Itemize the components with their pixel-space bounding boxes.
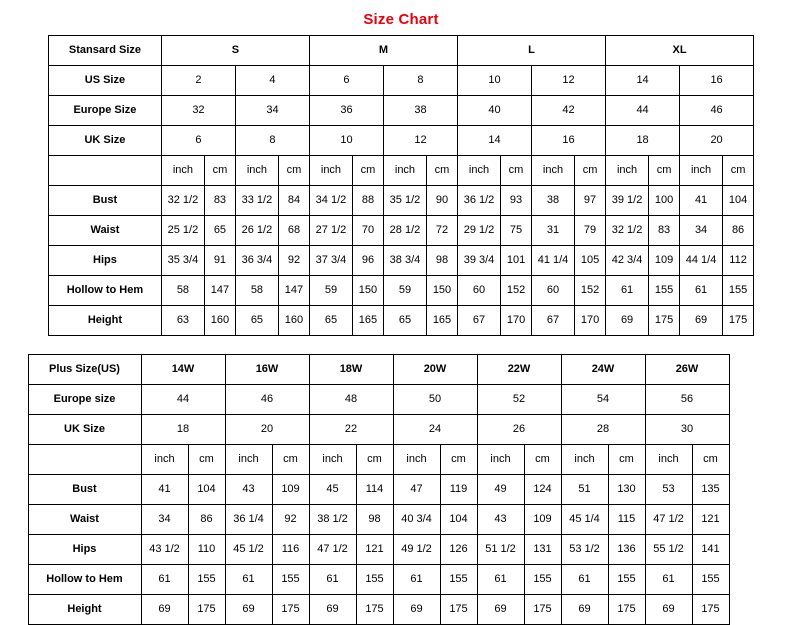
measure-cell: 67 — [458, 306, 501, 336]
measure-cell: 61 — [393, 565, 440, 595]
size-group-14w: 14W — [141, 355, 225, 385]
measure-cell: 175 — [272, 595, 309, 625]
measure-cell: 104 — [440, 505, 477, 535]
unit-cell: inch — [161, 156, 204, 186]
measure-cell: 39 3/4 — [458, 246, 501, 276]
measure-cell: 55 1/2 — [645, 535, 692, 565]
measure-cell: 58 — [235, 276, 278, 306]
measure-cell: 60 — [532, 276, 575, 306]
us-size-value: 2 — [161, 66, 235, 96]
measure-cell: 155 — [649, 276, 680, 306]
measure-cell: 39 1/2 — [606, 186, 649, 216]
uk-size-value: 26 — [477, 415, 561, 445]
measure-cell: 65 — [309, 306, 352, 336]
measure-cell: 116 — [272, 535, 309, 565]
europe-size-value: 50 — [393, 385, 477, 415]
europe-size-value: 46 — [680, 96, 754, 126]
row-label-waist: Waist — [48, 216, 161, 246]
measure-cell: 49 1/2 — [393, 535, 440, 565]
measure-cell: 58 — [161, 276, 204, 306]
us-size-value: 6 — [309, 66, 383, 96]
row-label-hips: Hips — [48, 246, 161, 276]
measure-cell: 175 — [608, 595, 645, 625]
units-row-blank-cell — [48, 156, 161, 186]
unit-cell: inch — [606, 156, 649, 186]
measure-cell: 92 — [278, 246, 309, 276]
table-row-uk-size — [28, 415, 774, 445]
measure-cell: 147 — [278, 276, 309, 306]
measure-cell: 104 — [188, 475, 225, 505]
measure-cell: 83 — [649, 216, 680, 246]
measure-cell: 150 — [352, 276, 383, 306]
unit-cell: cm — [501, 156, 532, 186]
measure-cell: 150 — [426, 276, 457, 306]
row-filler-cell — [729, 565, 774, 595]
us-size-value: 12 — [532, 66, 606, 96]
table-row-bust — [28, 475, 774, 505]
measure-cell: 31 — [532, 216, 575, 246]
measure-cell: 155 — [272, 565, 309, 595]
measure-cell: 69 — [477, 595, 524, 625]
measure-cell: 175 — [692, 595, 729, 625]
measure-cell: 141 — [692, 535, 729, 565]
uk-size-value: 30 — [645, 415, 729, 445]
measure-cell: 26 1/2 — [235, 216, 278, 246]
us-size-value: 10 — [458, 66, 532, 96]
measure-cell: 69 — [141, 595, 188, 625]
row-label-hollow-to-hem: Hollow to Hem — [48, 276, 161, 306]
table-gap-spacer — [0, 336, 802, 354]
row-filler-cell — [729, 385, 774, 415]
measure-cell: 98 — [426, 246, 457, 276]
measure-cell: 109 — [524, 505, 561, 535]
uk-size-value: 28 — [561, 415, 645, 445]
measure-cell: 40 3/4 — [393, 505, 440, 535]
measure-cell: 35 3/4 — [161, 246, 204, 276]
measure-cell: 61 — [477, 565, 524, 595]
measure-cell: 35 1/2 — [383, 186, 426, 216]
measure-cell: 135 — [692, 475, 729, 505]
size-group-22w: 22W — [477, 355, 561, 385]
measure-cell: 68 — [278, 216, 309, 246]
row-label-europe-size: Europe size — [28, 385, 141, 415]
measure-cell: 32 1/2 — [161, 186, 204, 216]
measure-cell: 69 — [645, 595, 692, 625]
size-group-s: S — [161, 36, 309, 66]
size-group-xl: XL — [606, 36, 754, 66]
measure-cell: 72 — [426, 216, 457, 246]
table-row-height — [28, 595, 774, 625]
europe-size-value: 34 — [235, 96, 309, 126]
measure-cell: 170 — [501, 306, 532, 336]
row-label-europe-size: Europe Size — [48, 96, 161, 126]
measure-cell: 69 — [680, 306, 723, 336]
row-label-hollow-to-hem: Hollow to Hem — [28, 565, 141, 595]
measure-cell: 69 — [561, 595, 608, 625]
measure-cell: 91 — [204, 246, 235, 276]
measure-cell: 65 — [235, 306, 278, 336]
table-row-hollow-to-hem — [28, 565, 774, 595]
europe-size-value: 48 — [309, 385, 393, 415]
unit-cell: inch — [309, 445, 356, 475]
measure-cell: 136 — [608, 535, 645, 565]
us-size-value: 4 — [235, 66, 309, 96]
row-label-uk-size: UK Size — [48, 126, 161, 156]
size-group-l: L — [458, 36, 606, 66]
measure-cell: 155 — [723, 276, 754, 306]
measure-cell: 28 1/2 — [383, 216, 426, 246]
table-row-bust — [48, 186, 753, 216]
measure-cell: 112 — [723, 246, 754, 276]
row-label-height: Height — [28, 595, 141, 625]
measure-cell: 155 — [608, 565, 645, 595]
table-row-header — [28, 355, 774, 385]
measure-cell: 105 — [575, 246, 606, 276]
unit-cell: inch — [309, 156, 352, 186]
measure-cell: 34 — [141, 505, 188, 535]
measure-cell: 121 — [356, 535, 393, 565]
uk-size-value: 20 — [680, 126, 754, 156]
measure-cell: 70 — [352, 216, 383, 246]
measure-cell: 36 1/4 — [225, 505, 272, 535]
uk-size-value: 12 — [383, 126, 457, 156]
measure-cell: 29 1/2 — [458, 216, 501, 246]
unit-cell: inch — [532, 156, 575, 186]
table-row-hips — [48, 246, 753, 276]
measure-cell: 175 — [356, 595, 393, 625]
measure-cell: 175 — [723, 306, 754, 336]
measure-cell: 84 — [278, 186, 309, 216]
measure-cell: 34 1/2 — [309, 186, 352, 216]
measure-cell: 36 3/4 — [235, 246, 278, 276]
unit-cell: cm — [204, 156, 235, 186]
measure-cell: 41 — [680, 186, 723, 216]
table-row-units — [28, 445, 774, 475]
measure-cell: 61 — [561, 565, 608, 595]
measure-cell: 32 1/2 — [606, 216, 649, 246]
unit-cell: cm — [608, 445, 645, 475]
table-row-units — [48, 156, 753, 186]
measure-cell: 96 — [352, 246, 383, 276]
row-label-height: Height — [48, 306, 161, 336]
measure-cell: 165 — [352, 306, 383, 336]
uk-size-value: 18 — [606, 126, 680, 156]
measure-cell: 131 — [524, 535, 561, 565]
measure-cell: 36 1/2 — [458, 186, 501, 216]
measure-cell: 69 — [393, 595, 440, 625]
unit-cell: cm — [440, 445, 477, 475]
measure-cell: 175 — [649, 306, 680, 336]
measure-cell: 88 — [352, 186, 383, 216]
measure-cell: 155 — [692, 565, 729, 595]
table-row-europe-size — [48, 96, 753, 126]
uk-size-value: 6 — [161, 126, 235, 156]
row-label-uk-size: UK Size — [28, 415, 141, 445]
measure-cell: 51 1/2 — [477, 535, 524, 565]
measure-cell: 104 — [723, 186, 754, 216]
measure-cell: 86 — [188, 505, 225, 535]
row-filler-cell — [729, 505, 774, 535]
measure-cell: 90 — [426, 186, 457, 216]
table-row-europe-size — [28, 385, 774, 415]
measure-cell: 109 — [649, 246, 680, 276]
unit-cell: cm — [356, 445, 393, 475]
unit-cell: inch — [383, 156, 426, 186]
measure-cell: 92 — [272, 505, 309, 535]
table-row-waist — [28, 505, 774, 535]
table-row-hollow-to-hem — [48, 276, 753, 306]
measure-cell: 47 1/2 — [645, 505, 692, 535]
size-group-18w: 18W — [309, 355, 393, 385]
measure-cell: 45 1/2 — [225, 535, 272, 565]
measure-cell: 93 — [501, 186, 532, 216]
measure-cell: 47 1/2 — [309, 535, 356, 565]
unit-cell: cm — [188, 445, 225, 475]
uk-size-value: 14 — [458, 126, 532, 156]
unit-cell: inch — [393, 445, 440, 475]
unit-cell: cm — [352, 156, 383, 186]
uk-size-value: 16 — [532, 126, 606, 156]
size-group-24w: 24W — [561, 355, 645, 385]
row-filler-cell — [729, 595, 774, 625]
table-row-waist — [48, 216, 753, 246]
measure-cell: 115 — [608, 505, 645, 535]
unit-cell: cm — [278, 156, 309, 186]
measure-cell: 53 — [645, 475, 692, 505]
unit-cell: cm — [692, 445, 729, 475]
measure-cell: 45 1/4 — [561, 505, 608, 535]
row-label-bust: Bust — [48, 186, 161, 216]
us-size-value: 8 — [383, 66, 457, 96]
row-filler-cell — [729, 415, 774, 445]
measure-cell: 61 — [225, 565, 272, 595]
europe-size-value: 38 — [383, 96, 457, 126]
measure-cell: 155 — [440, 565, 477, 595]
measure-cell: 59 — [309, 276, 352, 306]
unit-cell: cm — [649, 156, 680, 186]
standard-size-corner-label: Stansard Size — [48, 36, 161, 66]
measure-cell: 86 — [723, 216, 754, 246]
unit-cell: cm — [426, 156, 457, 186]
unit-cell: inch — [141, 445, 188, 475]
row-label-hips: Hips — [28, 535, 141, 565]
size-group-26w: 26W — [645, 355, 729, 385]
unit-cell: inch — [225, 445, 272, 475]
measure-cell: 61 — [680, 276, 723, 306]
measure-cell: 69 — [225, 595, 272, 625]
measure-cell: 175 — [524, 595, 561, 625]
measure-cell: 126 — [440, 535, 477, 565]
uk-size-value: 24 — [393, 415, 477, 445]
header-filler-cell — [729, 355, 774, 385]
measure-cell: 65 — [204, 216, 235, 246]
measure-cell: 37 3/4 — [309, 246, 352, 276]
row-filler-cell — [729, 475, 774, 505]
europe-size-value: 44 — [141, 385, 225, 415]
measure-cell: 38 1/2 — [309, 505, 356, 535]
measure-cell: 155 — [524, 565, 561, 595]
row-filler-cell — [729, 445, 774, 475]
measure-cell: 170 — [575, 306, 606, 336]
measure-cell: 83 — [204, 186, 235, 216]
plus-size-corner-label: Plus Size(US) — [28, 355, 141, 385]
size-group-20w: 20W — [393, 355, 477, 385]
table-row-us-size — [48, 66, 753, 96]
europe-size-value: 56 — [645, 385, 729, 415]
unit-cell: cm — [272, 445, 309, 475]
measure-cell: 100 — [649, 186, 680, 216]
measure-cell: 121 — [692, 505, 729, 535]
measure-cell: 69 — [309, 595, 356, 625]
measure-cell: 61 — [645, 565, 692, 595]
measure-cell: 109 — [272, 475, 309, 505]
europe-size-value: 52 — [477, 385, 561, 415]
unit-cell: cm — [723, 156, 754, 186]
measure-cell: 152 — [501, 276, 532, 306]
uk-size-value: 20 — [225, 415, 309, 445]
measure-cell: 41 — [141, 475, 188, 505]
measure-cell: 49 — [477, 475, 524, 505]
units-row-blank-cell — [28, 445, 141, 475]
measure-cell: 27 1/2 — [309, 216, 352, 246]
europe-size-value: 54 — [561, 385, 645, 415]
measure-cell: 59 — [383, 276, 426, 306]
row-label-bust: Bust — [28, 475, 141, 505]
measure-cell: 53 1/2 — [561, 535, 608, 565]
uk-size-value: 22 — [309, 415, 393, 445]
unit-cell: inch — [477, 445, 524, 475]
europe-size-value: 46 — [225, 385, 309, 415]
measure-cell: 130 — [608, 475, 645, 505]
measure-cell: 38 — [532, 186, 575, 216]
measure-cell: 124 — [524, 475, 561, 505]
plus-size-table — [28, 354, 775, 625]
us-size-value: 16 — [680, 66, 754, 96]
unit-cell: inch — [458, 156, 501, 186]
measure-cell: 119 — [440, 475, 477, 505]
size-group-16w: 16W — [225, 355, 309, 385]
measure-cell: 160 — [278, 306, 309, 336]
europe-size-value: 40 — [458, 96, 532, 126]
row-label-us-size: US Size — [48, 66, 161, 96]
measure-cell: 97 — [575, 186, 606, 216]
measure-cell: 152 — [575, 276, 606, 306]
measure-cell: 114 — [356, 475, 393, 505]
measure-cell: 44 1/4 — [680, 246, 723, 276]
measure-cell: 41 1/4 — [532, 246, 575, 276]
unit-cell: inch — [561, 445, 608, 475]
unit-cell: inch — [235, 156, 278, 186]
measure-cell: 75 — [501, 216, 532, 246]
measure-cell: 43 — [477, 505, 524, 535]
row-filler-cell — [729, 535, 774, 565]
europe-size-value: 36 — [309, 96, 383, 126]
standard-size-table — [48, 35, 754, 336]
measure-cell: 65 — [383, 306, 426, 336]
measure-cell: 45 — [309, 475, 356, 505]
measure-cell: 25 1/2 — [161, 216, 204, 246]
measure-cell: 61 — [309, 565, 356, 595]
unit-cell: cm — [524, 445, 561, 475]
table-row-hips — [28, 535, 774, 565]
row-label-waist: Waist — [28, 505, 141, 535]
uk-size-value: 10 — [309, 126, 383, 156]
europe-size-value: 32 — [161, 96, 235, 126]
measure-cell: 155 — [356, 565, 393, 595]
measure-cell: 43 1/2 — [141, 535, 188, 565]
measure-cell: 79 — [575, 216, 606, 246]
measure-cell: 175 — [440, 595, 477, 625]
measure-cell: 33 1/2 — [235, 186, 278, 216]
measure-cell: 61 — [606, 276, 649, 306]
unit-cell: cm — [575, 156, 606, 186]
measure-cell: 47 — [393, 475, 440, 505]
measure-cell: 101 — [501, 246, 532, 276]
table-row-height — [48, 306, 753, 336]
size-group-m: M — [309, 36, 457, 66]
measure-cell: 160 — [204, 306, 235, 336]
measure-cell: 147 — [204, 276, 235, 306]
measure-cell: 61 — [141, 565, 188, 595]
uk-size-value: 8 — [235, 126, 309, 156]
measure-cell: 69 — [606, 306, 649, 336]
measure-cell: 51 — [561, 475, 608, 505]
measure-cell: 155 — [188, 565, 225, 595]
measure-cell: 38 3/4 — [383, 246, 426, 276]
measure-cell: 175 — [188, 595, 225, 625]
measure-cell: 98 — [356, 505, 393, 535]
europe-size-value: 42 — [532, 96, 606, 126]
table-row-header — [48, 36, 753, 66]
table-row-uk-size — [48, 126, 753, 156]
measure-cell: 60 — [458, 276, 501, 306]
page-title: Size Chart — [363, 11, 439, 28]
measure-cell: 63 — [161, 306, 204, 336]
unit-cell: inch — [680, 156, 723, 186]
unit-cell: inch — [645, 445, 692, 475]
measure-cell: 67 — [532, 306, 575, 336]
us-size-value: 14 — [606, 66, 680, 96]
measure-cell: 43 — [225, 475, 272, 505]
measure-cell: 42 3/4 — [606, 246, 649, 276]
measure-cell: 165 — [426, 306, 457, 336]
measure-cell: 34 — [680, 216, 723, 246]
europe-size-value: 44 — [606, 96, 680, 126]
uk-size-value: 18 — [141, 415, 225, 445]
measure-cell: 110 — [188, 535, 225, 565]
